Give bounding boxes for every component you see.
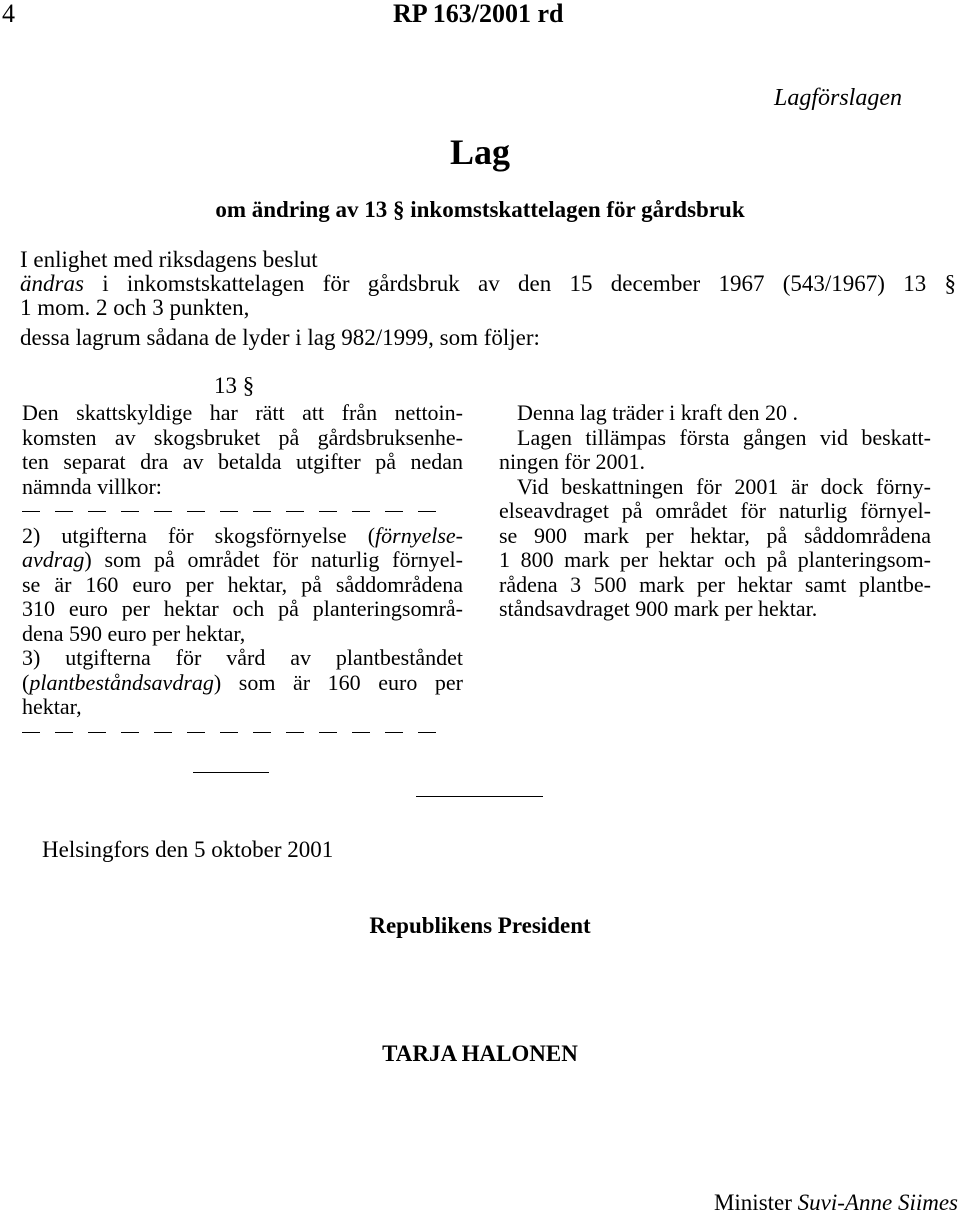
left-p3-text: ) som är 160 euro per [213,669,463,695]
left-p3-line-2 [22,671,463,696]
left-column [22,401,463,744]
left-p3-line-1: 3) utgifterna för vård av plantbeståndet [22,645,463,670]
intro-line-2-rest: i inkomstskattelagen för gårdsbruk av den 15 december 1967 (543/1967) 13 § [102,271,956,296]
minister-label: Minister [713,1190,792,1215]
right-p2-line-1: Lagen tillämpas första gången vid beskatt- [517,424,931,450]
omission-dashes [22,499,463,524]
left-p1-line-1: Den skattskyldige har rätt att från nettoin- [22,400,463,425]
left-p2-text: 2) utgifterna för skogsförnyelse ( [22,522,376,548]
minister-name: Suvi-Anne Siimes [797,1190,958,1215]
right-p3-line-3: se 900 mark per hektar, på såddområdena [499,522,931,548]
right-column [499,401,931,622]
signatory-office: Republikens President [369,913,591,938]
minister-signature [714,1189,958,1217]
section-label: Lagförslagen [773,85,902,111]
right-p3-line-5: rådena 3 500 mark per hektar samt plantbe- [499,571,931,597]
section-end-rule [193,772,269,773]
right-p3-line-2: elseavdraget på området för naturlig förnyel- [499,498,931,523]
left-p1-line-2: komsten av skogsbruket på gårdsbruksenhe- [22,424,463,450]
intro-line-3: 1 mom. 2 och 3 punkten, [20,295,250,320]
place-date: Helsingfors den 5 oktober 2001 [42,837,334,862]
left-p3-line-3: hektar, [22,694,82,719]
law-subtitle: om ändring av 13 § inkomstskattelagen för gårdsbruk [215,197,745,222]
right-p1: Denna lag träder i kraft den 20 . [517,400,798,425]
left-p2-line-3: se är 160 euro per hektar, på såddområdena [22,571,463,597]
left-p2-term-end: avdrag [22,547,85,572]
left-p2-text-cont: ) som på området för naturlig förnyel- [84,547,463,572]
section-heading: 13 § [214,373,255,398]
signatory-name: TARJA HALONEN [382,1041,578,1066]
running-title: RP 163/2001 rd [393,0,564,28]
intro-amend-word: ändras [20,271,84,296]
right-p3-line-1: Vid beskattningen för 2001 är dock förny- [517,473,931,499]
left-p3-term: plantbeståndsavdrag [29,669,214,695]
left-p2-line-5: dena 590 euro per hektar, [22,620,246,646]
omission-dashes-2 [22,720,463,745]
law-end-rule [416,796,543,797]
right-p3-line-6: ståndsavdraget 900 mark per hektar. [499,596,818,621]
left-p2-line-4: 310 euro per hektar och på planteringsområ- [22,596,463,621]
right-p2-line-2: ningen för 2001. [499,449,646,474]
left-p3-paren: ( [22,669,30,695]
left-p1-line-3: ten separat dra av betalda utgifter på nedan [22,449,463,474]
left-p2-line-2 [22,548,463,573]
law-title: Lag [449,132,510,172]
left-p1-line-4: nämnda villkor: [22,473,162,499]
right-p3-line-4: 1 800 mark per hektar och på planteringsom- [499,547,931,572]
intro-line-4: dessa lagrum sådana de lyder i lag 982/1999, som följer: [20,325,540,350]
left-p2-line-1 [22,524,463,549]
page-number: 4 [2,0,15,28]
left-p2-term: förnyelse- [375,522,463,548]
intro-line-1: I enlighet med riksdagens beslut [20,247,318,272]
